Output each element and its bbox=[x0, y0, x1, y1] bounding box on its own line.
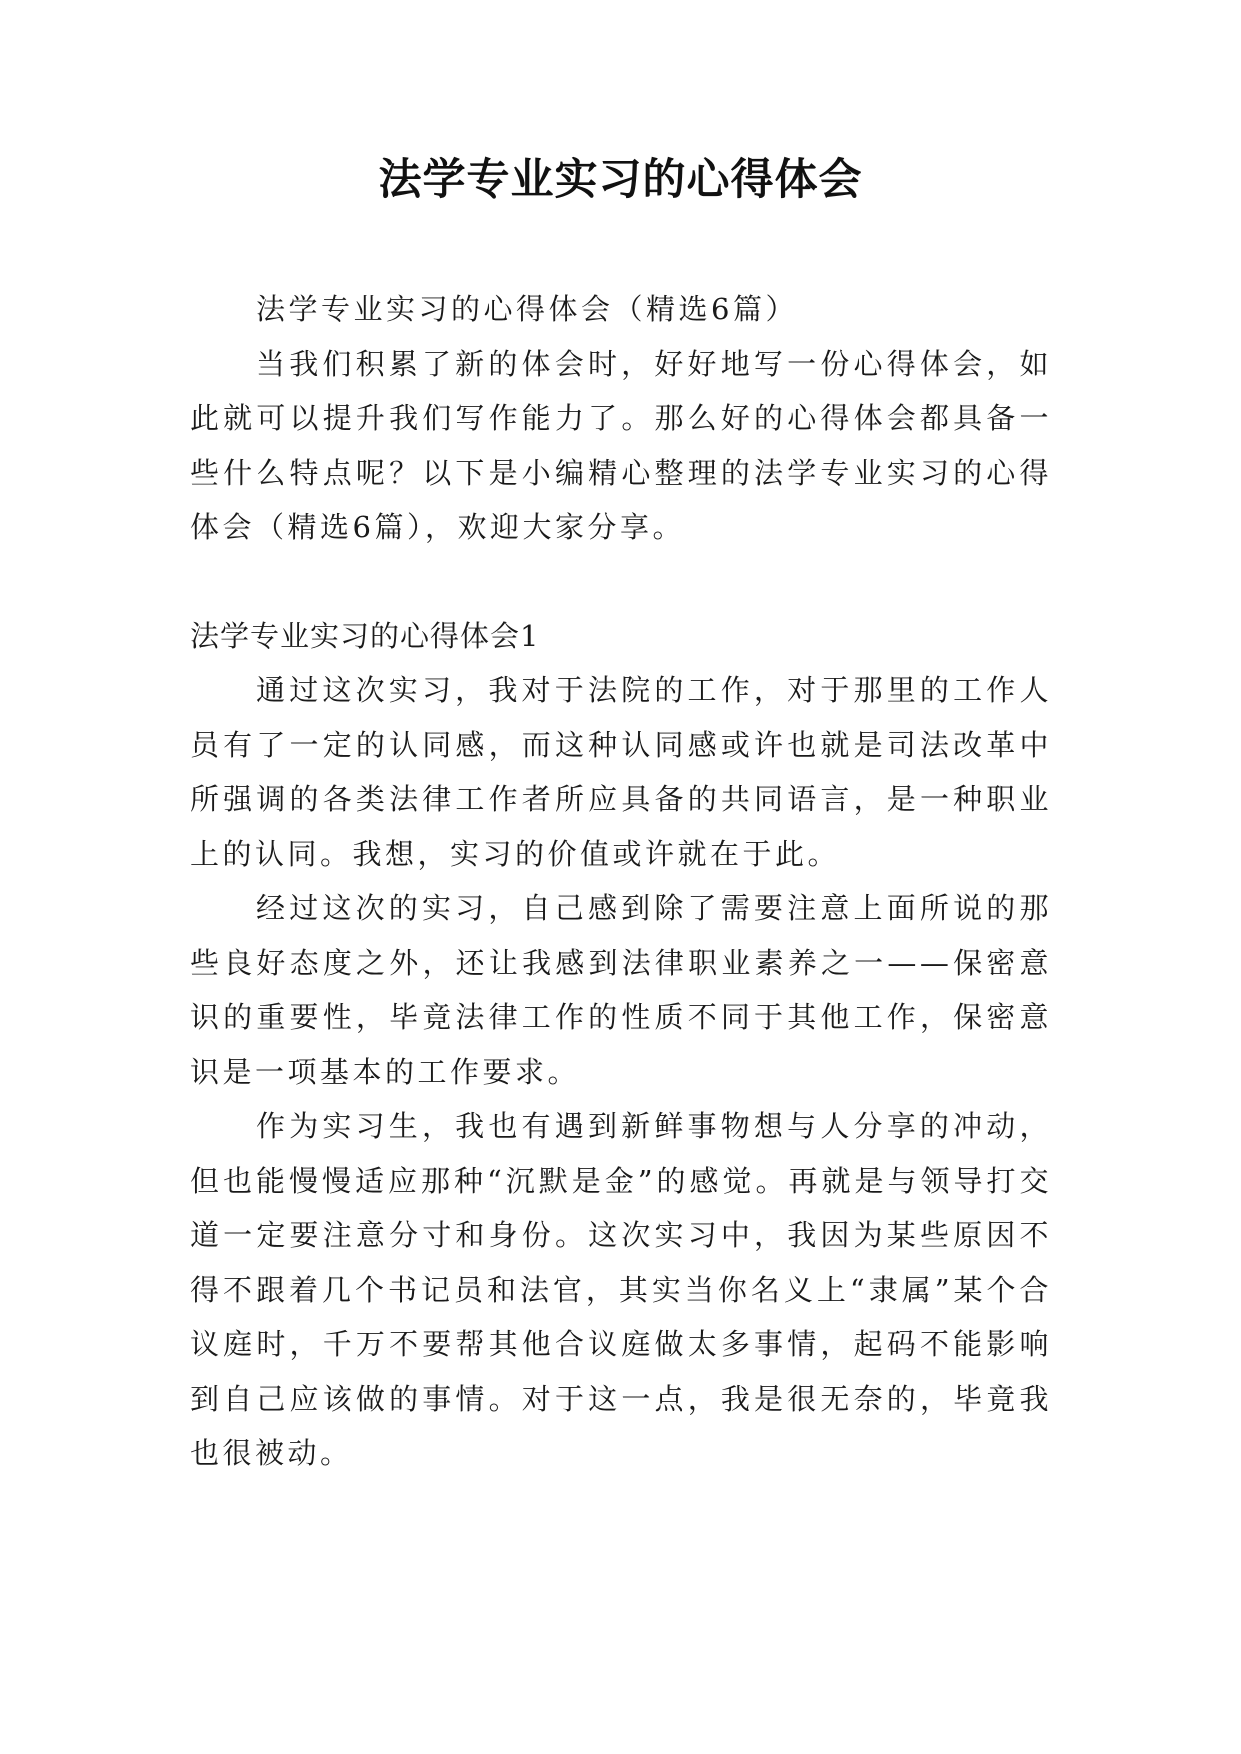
document-title: 法学专业实习的心得体会 bbox=[378, 155, 863, 205]
intro-paragraph: 当我们积累了新的体会时，好好地写一份心得体会，如此就可以提升我们写作能力了。那么好的心得体会都具备一些什么特点呢？以下是小编精心整理的法学专业实习的心得体会（精选6篇），欢迎大家分享。 bbox=[190, 346, 1052, 544]
section-heading: 法学专业实习的心得体会1 bbox=[190, 618, 540, 653]
body-paragraph: 经过这次的实习，自己感到除了需要注意上面所说的那些良好态度之外，还让我感到法律职业素养之一——保密意识的重要性，毕竟法律工作的性质不同于其他工作，保密意识是一项基本的工作要求。 bbox=[190, 891, 1052, 1089]
body-paragraph: 作为实习生，我也有遇到新鲜事物想与人分享的冲动，但也能慢慢适应那种“沉默是金”的感觉。再就是与领导打交道一定要注意分寸和身份。这次实习中，我因为某些原因不得不跟着几个书记员和法官，其实当你名义上“隶属”某个合议庭时，千万不要帮其他合议庭做太多事情，起码不能影响到自己应该做的事情。对于这一点，我是很无奈的，毕竟我也很被动。 bbox=[190, 1109, 1052, 1470]
body-paragraph: 通过这次实习，我对于法院的工作，对于那里的工作人员有了一定的认同感，而这种认同感或许也就是司法改革中所强调的各类法律工作者所应具备的共同语言，是一种职业上的认同。我想，实习的价值或许就在于此。 bbox=[190, 673, 1052, 871]
document-subtitle: 法学专业实习的心得体会（精选6篇） bbox=[256, 292, 798, 326]
document-body bbox=[190, 282, 1052, 1481]
